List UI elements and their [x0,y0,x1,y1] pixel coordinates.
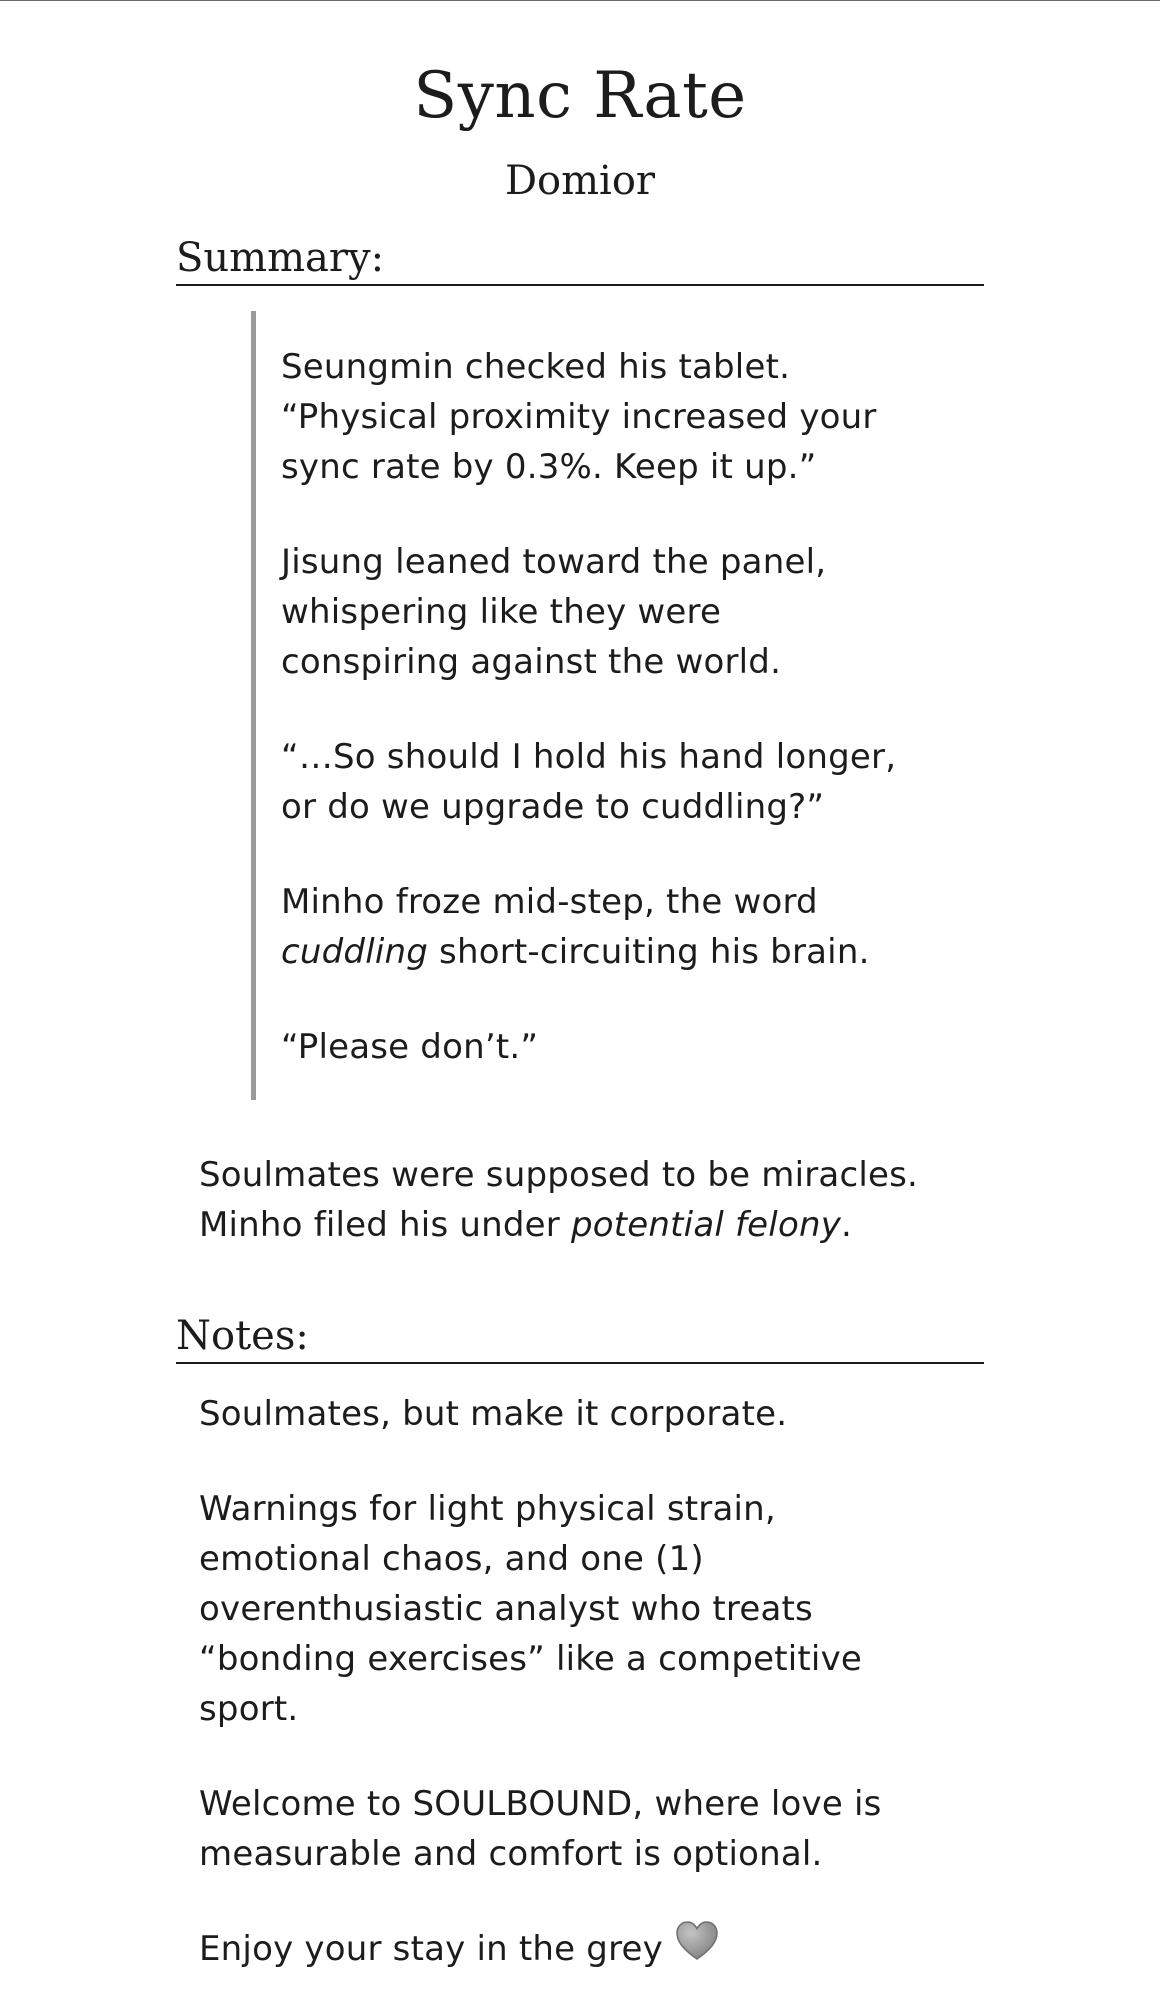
summary-text [199,1150,984,1250]
text-line: “Physical proximity increased your [281,397,877,437]
text-line: conspiring against the world. [281,642,782,682]
summary-quote-paragraph [281,732,984,832]
work-author[interactable]: Domior [504,158,656,204]
text-line: overenthusiastic analyst who treats [199,1589,813,1629]
text-line: Jisung leaned toward the panel, [281,542,827,582]
text-line: whispering like they were [281,592,722,632]
notes-text [199,1389,984,1976]
grey-heart-icon [675,1920,719,1976]
text-fragment: Minho filed his under [199,1205,571,1245]
text-line: measurable and comfort is optional. [199,1834,823,1874]
text-fragment: . [841,1205,853,1245]
work-title: Sync Rate [413,59,747,133]
work-preface [176,0,984,1976]
notes-paragraph [199,1484,984,1734]
summary-quote-paragraph [281,1022,984,1072]
text-line: “…So should I hold his hand longer, [281,737,897,777]
text-line: Seungmin checked his tablet. [281,347,791,387]
summary-quote-paragraph [281,537,984,687]
text-line: Soulmates, but make it corporate. [199,1394,788,1434]
text-line: Minho froze mid-step, the word [281,882,818,922]
text-line: sport. [199,1689,299,1729]
text-line: Soulmates were supposed to be miracles. [199,1155,919,1195]
text-line: sync rate by 0.3%. Keep it up.” [281,447,817,487]
summary-heading: Summary: [176,234,984,286]
text-fragment: short-circuiting his brain. [428,932,870,972]
italic-text: cuddling [281,932,429,972]
text-line: Enjoy your stay in the grey [199,1929,663,1969]
text-line: “Please don’t.” [281,1027,539,1067]
notes-paragraph [199,1779,984,1879]
text-line: Welcome to SOULBOUND, where love is [199,1784,882,1824]
summary-blockquote [251,311,984,1100]
text-line: Warnings for light physical strain, [199,1489,776,1529]
summary-paragraph [199,1150,984,1250]
notes-closing [199,1924,984,1976]
text-line: or do we upgrade to cuddling?” [281,787,825,827]
summary-quote-paragraph [281,877,984,977]
summary-quote-paragraph [281,342,984,492]
text-line: “bonding exercises” like a competitive [199,1639,863,1679]
notes-paragraph [199,1389,984,1439]
notes-heading: Notes: [176,1312,984,1364]
text-line: emotional chaos, and one (1) [199,1539,704,1579]
italic-text: potential felony [570,1205,842,1245]
